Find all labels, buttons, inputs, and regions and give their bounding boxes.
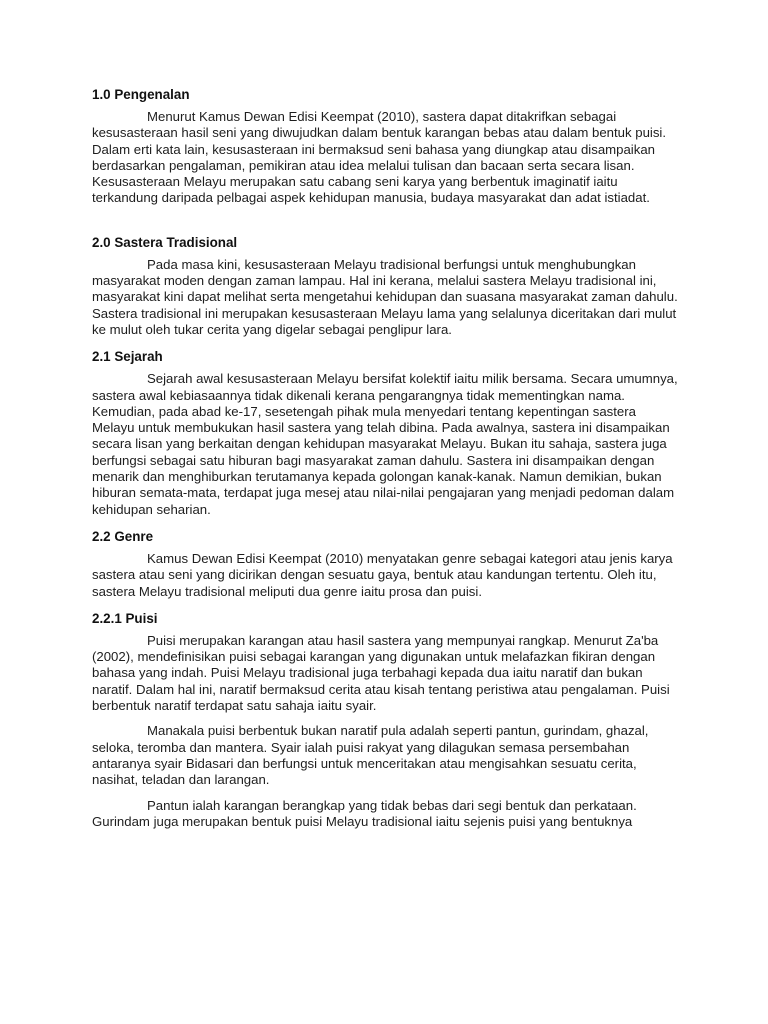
paragraph: Menurut Kamus Dewan Edisi Keempat (2010), sastera dapat ditakrifkan sebagai kesusasteraan hasil seni yang diwujudkan dalam bentuk karangan bebas atau dalam bentuk puisi. Dalam erti kata lain, kesusasteraan ini bermaksud seni bahasa yang diungkap atau disampaikan berdasarkan pengalaman, pemikiran atau idea melalui tulisan dan bacaan serta secara lisan. Kesusasteraan Melayu merupakan satu cabang seni karya yang berbentuk imaginatif iaitu terkandung daripada pelbagai aspek kehidupan manusia, budaya masyarakat dan adat istiadat. bbox=[92, 109, 667, 206]
paragraph: Kamus Dewan Edisi Keempat (2010) menyatakan genre sebagai kategori atau jenis karya sastera atau seni yang dicirikan dengan sesuatu gaya, bentuk atau kandungan tertentu. Oleh itu, sastera Melayu tradisional meliputi dua genre iaitu prosa dan puisi. bbox=[92, 550, 673, 599]
section-heading: 1.0 Pengenalan bbox=[92, 87, 190, 102]
paragraph: Manakala puisi berbentuk bukan naratif pula adalah seperti pantun, gurindam, ghazal, seloka, teromba dan mantera. Syair ialah puisi rakyat yang dilagukan semasa persembahan antaranya syair Bidasari dan berfungsi untuk menceritakan atau mengisahkan sesuatu cerita, nasihat, teladan dan larangan. bbox=[92, 723, 649, 788]
section-pengenalan bbox=[92, 86, 682, 207]
document-body bbox=[92, 86, 682, 830]
section-heading: 2.2.1 Puisi bbox=[92, 610, 158, 626]
paragraph: Puisi merupakan karangan atau hasil sastera yang mempunyai rangkap. Menurut Za'ba (2002), mendefinisikan puisi sebagai karangan yang digunakan untuk melafazkan fikiran dengan bahasa yang indah. Puisi Melayu tradisional juga terbahagi kepada dua iaitu naratif dan bukan naratif. Dalam hal ini, naratif bermaksud cerita atau kisah tentang peristiwa atau pengalaman. Puisi berbentuk naratif terdapat satu sahaja iaitu syair. bbox=[92, 632, 670, 714]
paragraph: Sejarah awal kesusasteraan Melayu bersifat kolektif iaitu milik bersama. Secara umumnya, sastera awal kebiasaannya tidak dikenali kerana pengarangnya tidak mementingkan nama. Kemudian, pada abad ke-17, sesetengah pihak mula menyedari tentang kepentingan sastera Melayu untuk membukukan hasil sastera yang telah dibina. Pada awalnya, sastera ini disampaikan secara lisan yang berkaitan dengan kehidupan masyarakat Melayu. Bukan itu sahaja, sastera juga berfungsi sebagai satu hiburan bagi masyarakat zaman dahulu. Sastera ini disampaikan dengan menarik dan menghiburkan terutamanya kepada golongan kanak-kanak. Namun demikian, bukan hiburan semata-mata, terdapat juga mesej atau nilai-nilai pengajaran yang menjadi pedoman dalam kehidupan seharian. bbox=[92, 371, 678, 517]
section-heading: 2.1 Sejarah bbox=[92, 349, 163, 365]
section-genre bbox=[92, 528, 682, 600]
section-puisi bbox=[92, 610, 682, 830]
section-sejarah bbox=[92, 348, 682, 518]
paragraph: Pantun ialah karangan berangkap yang tidak bebas dari segi bentuk dan perkataan. Gurindam juga merupakan bentuk puisi Melayu tradisional iaitu sejenis puisi yang bentuknya bbox=[92, 797, 637, 829]
paragraph: Pada masa kini, kesusasteraan Melayu tradisional berfungsi untuk menghubungkan masyarakat moden dengan zaman lampau. Hal ini kerana, melalui sastera Melayu tradisional ini, masyarakat kini dapat melihat serta mengetahui kehidupan dan suasana masyarakat zaman dahulu. Sastera tradisional ini merupakan kesusasteraan Melayu lama yang selalunya diceritakan dari mulut ke mulut oleh tukar cerita yang digelar sebagai penglipur lara. bbox=[92, 256, 678, 337]
section-sastera-tradisional bbox=[92, 234, 682, 338]
section-heading: 2.0 Sastera Tradisional bbox=[92, 234, 238, 250]
section-heading: 2.2 Genre bbox=[92, 528, 154, 544]
